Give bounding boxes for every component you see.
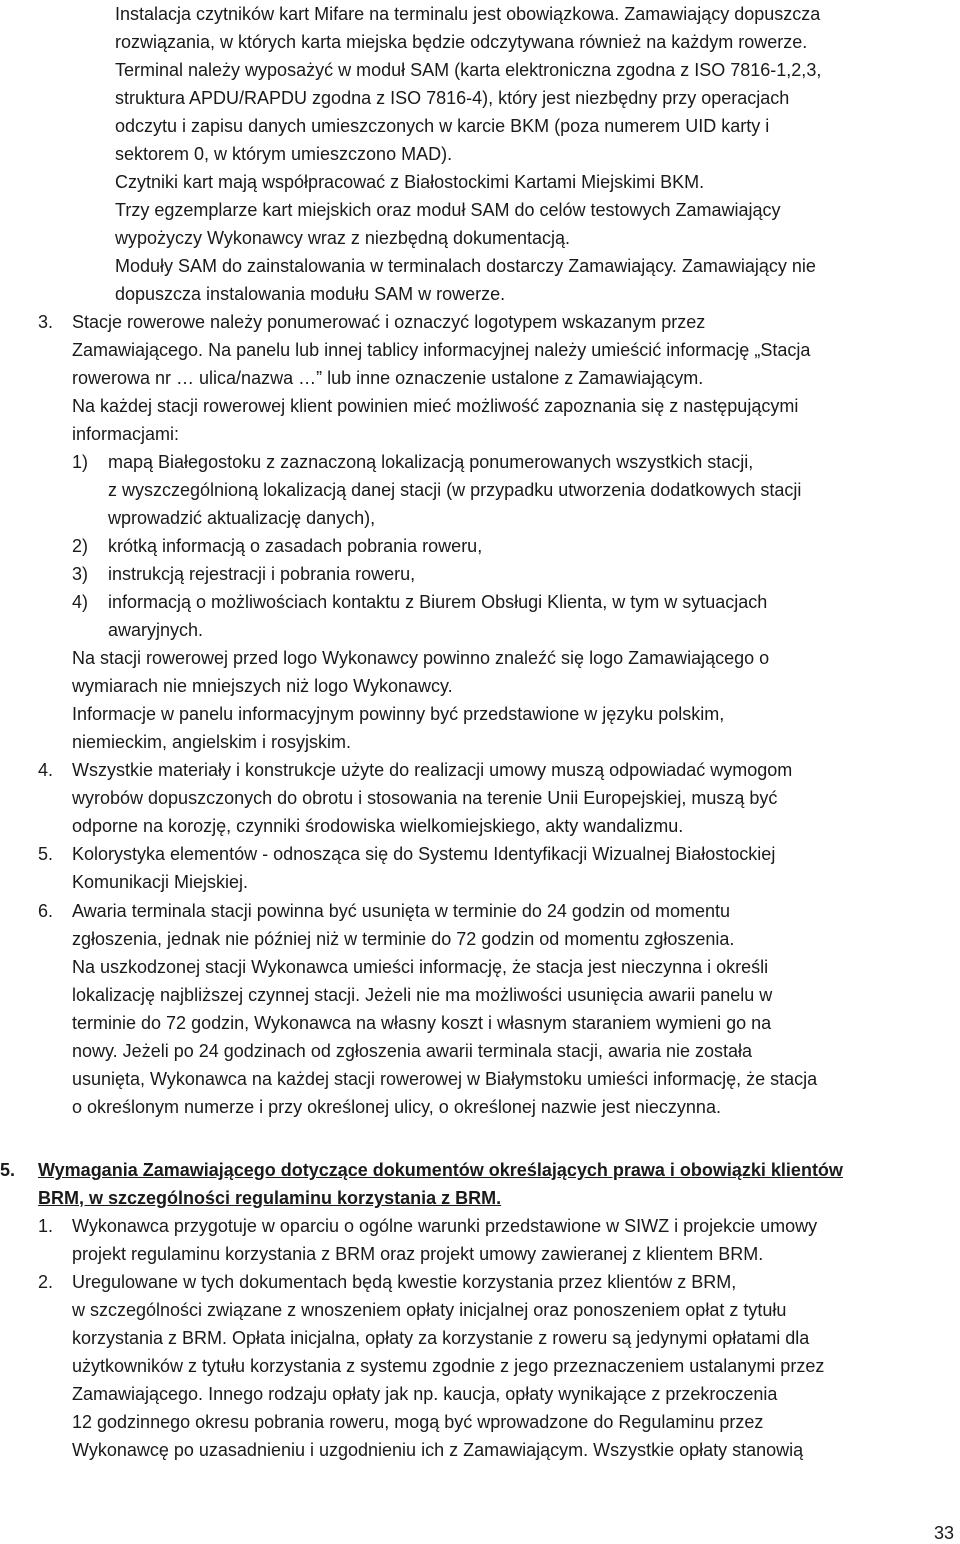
section-number: 5.	[0, 1160, 16, 1180]
text-line: Czytniki kart mają współpracować z Białostockimi Kartami Miejskimi BKM.	[115, 172, 705, 192]
text-line: rozwiązania, w których karta miejska będzie odczytywana również na każdym rowerze.	[115, 32, 808, 52]
text-line: terminie do 72 godzin, Wykonawca na własny koszt i własnym staraniem wymieni go na	[72, 1013, 772, 1033]
text-line: Na stacji rowerowej przed logo Wykonawcy powinno znaleźć się logo Zamawiającego o	[72, 648, 770, 668]
text-line: awaryjnych.	[108, 620, 204, 640]
text-line: usunięta, Wykonawca na każdej stacji rowerowej w Białymstoku umieści informację, że stacja	[72, 1069, 818, 1089]
sub-list-number: 2)	[72, 536, 89, 556]
text-line: Terminal należy wyposażyć w moduł SAM (karta elektroniczna zgodna z ISO 7816-1,2,3,	[115, 60, 822, 80]
text-line: mapą Białegostoku z zaznaczoną lokalizacją ponumerowanych wszystkich stacji,	[108, 452, 754, 472]
text-line: struktura APDU/RAPDU zgodna z ISO 7816-4), który jest niezbędny przy operacjach	[115, 88, 790, 108]
text-line: Stacje rowerowe należy ponumerować i oznaczyć logotypem wskazanym przez	[72, 312, 706, 332]
text-line: Instalacja czytników kart Mifare na terminalu jest obowiązkowa. Zamawiający dopuszcza	[115, 4, 821, 24]
text-line: użytkowników z tytułu korzystania z systemu zgodnie z jego przeznaczeniem ustalanymi przez	[72, 1356, 825, 1376]
text-line: w szczególności związane z wnoszeniem opłaty inicjalnej oraz ponoszeniem opłat z tytułu	[72, 1300, 787, 1320]
section-title-line: BRM, w szczególności regulaminu korzystania z BRM.	[38, 1188, 502, 1208]
text-line: projekt regulaminu korzystania z BRM oraz projekt umowy zawieranej z klientem BRM.	[72, 1244, 764, 1264]
text-line: niemieckim, angielskim i rosyjskim.	[72, 732, 352, 752]
text-line: wprowadzić aktualizację danych),	[108, 508, 376, 528]
text-line: zgłoszenia, jednak nie później niż w terminie do 72 godzin od momentu zgłoszenia.	[72, 929, 735, 949]
text-line: informacjami:	[72, 424, 180, 444]
text-line: z wyszczególnioną lokalizacją danej stacji (w przypadku utworzenia dodatkowych stacji	[108, 480, 802, 500]
text-line: wypożyczy Wykonawcy wraz z niezbędną dokumentacją.	[115, 228, 571, 248]
text-line: instrukcją rejestracji i pobrania roweru,	[108, 564, 416, 584]
page-number: 33	[933, 1523, 954, 1543]
text-line: Moduły SAM do zainstalowania w terminalach dostarczy Zamawiający. Zamawiający nie	[115, 256, 816, 276]
text-line: Kolorystyka elementów - odnosząca się do Systemu Identyfikacji Wizualnej Białostockiej	[72, 844, 776, 864]
text-line: odczytu i zapisu danych umieszczonych w karcie BKM (poza numerem UID karty i	[115, 116, 770, 136]
text-line: wymiarach nie mniejszych niż logo Wykonawcy.	[72, 676, 453, 696]
text-line: Na każdej stacji rowerowej klient powinien mieć możliwość zapoznania się z następującymi	[72, 396, 799, 416]
text-line: Wykonawcę po uzasadnieniu i uzgodnieniu ich z Zamawiającym. Wszystkie opłaty stanowią	[72, 1440, 804, 1460]
sub-list-number: 4)	[72, 592, 89, 612]
text-line: lokalizację najbliższej czynnej stacji. Jeżeli nie ma możliwości usunięcia awarii panelu w	[72, 985, 773, 1005]
text-line: korzystania z BRM. Opłata inicjalna, opłaty za korzystanie z roweru są jedynymi opłatami dla	[72, 1328, 810, 1348]
text-line: Uregulowane w tych dokumentach będą kwestie korzystania przez klientów z BRM,	[72, 1272, 737, 1292]
text-line: Awaria terminala stacji powinna być usunięta w terminie do 24 godzin od momentu	[72, 901, 731, 921]
text-line: Wszystkie materiały i konstrukcje użyte do realizacji umowy muszą odpowiadać wymogom	[72, 760, 793, 780]
text-line: Zamawiającego. Na panelu lub innej tablicy informacyjnej należy umieścić informację „Stacja	[72, 340, 811, 360]
sub-list-number: 1)	[72, 452, 89, 472]
list-number: 6.	[38, 901, 54, 921]
list-number: 3.	[38, 312, 54, 332]
text-line: nowy. Jeżeli po 24 godzinach od zgłoszenia awarii terminala stacji, awaria nie została	[72, 1041, 753, 1061]
text-line: krótką informacją o zasadach pobrania roweru,	[108, 536, 483, 556]
text-line: Komunikacji Miejskiej.	[72, 872, 249, 892]
text-line: 12 godzinnego okresu pobrania roweru, mogą być wprowadzone do Regulaminu przez	[72, 1412, 764, 1432]
list-number: 4.	[38, 760, 54, 780]
text-line: Na uszkodzonej stacji Wykonawca umieści informację, że stacja jest nieczynna i określi	[72, 957, 769, 977]
list-number: 2.	[38, 1272, 54, 1292]
list-number: 5.	[38, 844, 54, 864]
text-line: informacją o możliwościach kontaktu z Biurem Obsługi Klienta, w tym w sytuacjach	[108, 592, 768, 612]
section-title-line: Wymagania Zamawiającego dotyczące dokumentów określających prawa i obowiązki klientów	[38, 1160, 843, 1180]
text-line: Informacje w panelu informacyjnym powinny być przedstawione w języku polskim,	[72, 704, 725, 724]
text-line: Zamawiającego. Innego rodzaju opłaty jak np. kaucja, opłaty wynikające z przekroczenia	[72, 1384, 778, 1404]
text-line: rowerowa nr … ulica/nazwa …” lub inne oznaczenie ustalone z Zamawiającym.	[72, 368, 704, 388]
text-line: wyrobów dopuszczonych do obrotu i stosowania na terenie Unii Europejskiej, muszą być	[72, 788, 778, 808]
list-number: 1.	[38, 1216, 54, 1236]
text-line: odporne na korozję, czynniki środowiska wielkomiejskiego, akty wandalizmu.	[72, 816, 684, 836]
text-line: sektorem 0, w którym umieszczono MAD).	[115, 144, 453, 164]
text-line: dopuszcza instalowania modułu SAM w rowerze.	[115, 284, 506, 304]
text-line: Trzy egzemplarze kart miejskich oraz moduł SAM do celów testowych Zamawiający	[115, 200, 781, 220]
text-line: Wykonawca przygotuje w oparciu o ogólne warunki przedstawione w SIWZ i projekcie umowy	[72, 1216, 818, 1236]
text-line: o określonym numerze i przy określonej ulicy, o określonej nazwie jest nieczynna.	[72, 1097, 721, 1117]
sub-list-number: 3)	[72, 564, 89, 584]
